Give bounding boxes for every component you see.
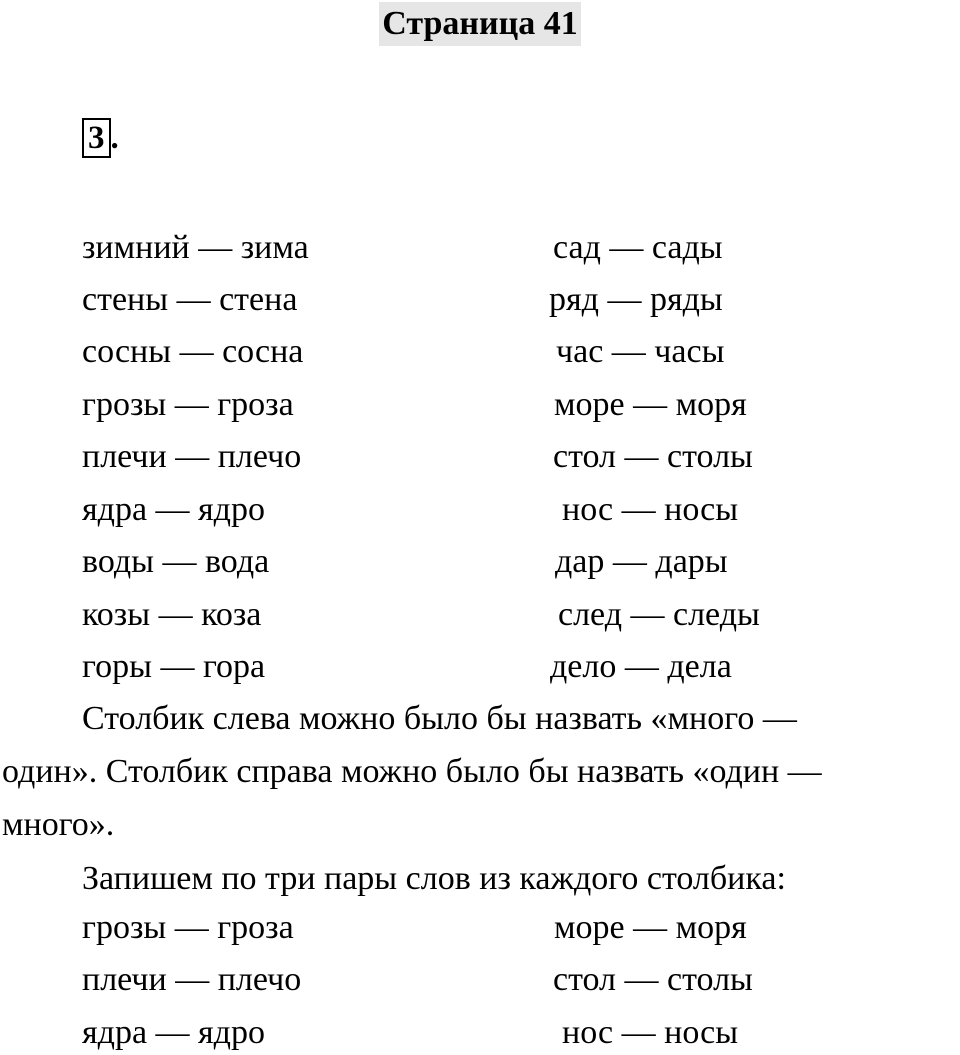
page-header xyxy=(0,2,960,46)
right-pair: дар — дары xyxy=(555,543,728,580)
right-pair: сад — сады xyxy=(553,229,723,266)
left-pair: грозы — гроза xyxy=(82,386,294,423)
right-pair: дело — дела xyxy=(550,648,732,685)
right-pair: море — моря xyxy=(554,386,747,423)
left-pair: воды — вода xyxy=(82,543,270,580)
explanation-line: один». Столбик справа можно было бы назвать «один — xyxy=(2,753,822,790)
selected-right-pair: стол — столы xyxy=(553,961,753,998)
left-pair: зимний — зима xyxy=(82,229,309,266)
explanation-line: Столбик слева можно было бы назвать «много — xyxy=(82,700,797,737)
left-pair: горы — гора xyxy=(82,648,266,685)
right-pair: час — часы xyxy=(556,333,725,370)
selected-left-pair: грозы — гроза xyxy=(82,909,294,946)
left-pair: сосны — сосна xyxy=(82,333,304,370)
explanation-line: много». xyxy=(2,806,115,843)
left-pair: стены — стена xyxy=(82,281,298,318)
right-pair: нос — носы xyxy=(562,491,739,528)
instruction-text: Запишем по три пары слов из каждого столбика: xyxy=(82,860,786,897)
right-pair: след — следы xyxy=(558,596,760,633)
task-number-box: 3 xyxy=(82,118,111,158)
left-pair: ядра — ядро xyxy=(82,491,265,528)
right-pair: стол — столы xyxy=(553,438,753,475)
page-title: Страница 41 xyxy=(379,2,580,46)
selected-left-pair: плечи — плечо xyxy=(82,961,302,998)
left-pair: козы — коза xyxy=(82,596,262,633)
selected-left-pair: ядра — ядро xyxy=(82,1014,265,1051)
task-number xyxy=(82,118,119,158)
right-pair: ряд — ряды xyxy=(549,281,723,318)
task-number-dot: . xyxy=(110,120,119,156)
selected-right-pair: море — моря xyxy=(554,909,747,946)
selected-right-pair: нос — носы xyxy=(562,1014,739,1051)
left-pair: плечи — плечо xyxy=(82,438,302,475)
